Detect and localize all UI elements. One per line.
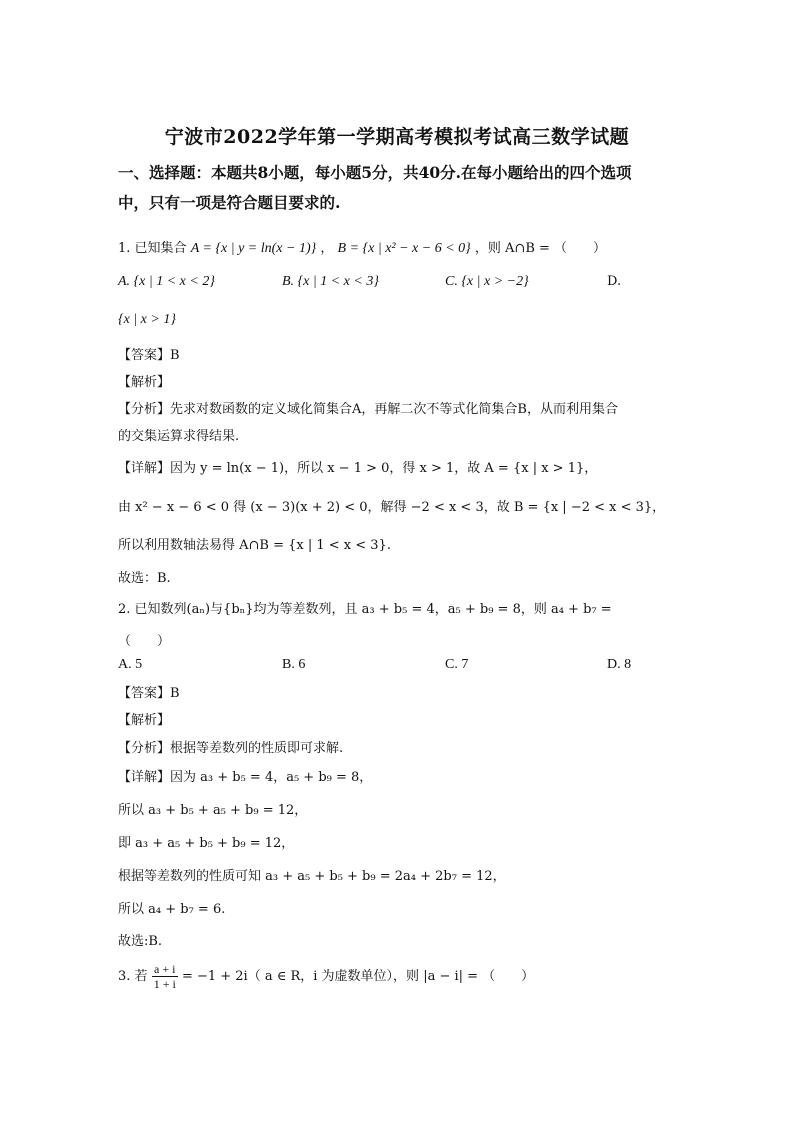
q2-analysis-heading: 【解析】 xyxy=(118,713,171,728)
q1-option-d: {x | x > 1} xyxy=(118,312,176,327)
section-header-line-1: 一、选择题：本题共8小题，每小题5分，共40分.在每小题给出的四个选项 xyxy=(118,163,632,182)
q1-analysis-heading: 【解析】 xyxy=(118,375,171,390)
q1-answer: 【答案】B xyxy=(118,348,180,363)
q2-option-c: C. 7 xyxy=(445,657,469,672)
q2-detail-line-2: 所以 a₃ + b₅ + a₅ + b₉ = 12， xyxy=(118,803,308,818)
q1-option-b: B. {x | 1 < x < 3} xyxy=(282,274,379,289)
q1-stem xyxy=(118,237,606,257)
q1-detail-line-2: 由 x² − x − 6 < 0 得 (x − 3)(x + 2) < 0，解得 −2 < x < 3，故 B = {x | −2 < x < 3}， xyxy=(118,500,666,515)
q2-conclusion: 故选:B. xyxy=(118,934,163,949)
q1-option-a: A. {x | 1 < x < 2} xyxy=(118,274,215,289)
q2-answer: 【答案】B xyxy=(118,686,180,701)
q2-detail-line-1: 【详解】因为 a₃ + b₅ = 4，a₅ + b₉ = 8， xyxy=(118,770,373,785)
q2-detail-line-5: 所以 a₄ + b₇ = 6. xyxy=(118,902,226,917)
q2-option-a: A. 5 xyxy=(118,657,143,672)
q1-set-a: A = {x | y = ln(x − 1)} xyxy=(190,241,317,256)
q1-option-d-label: D. xyxy=(607,274,622,289)
q2-fenxi: 【分析】根据等差数列的性质即可求解. xyxy=(118,741,344,756)
q1-stem-suffix: ，则 A∩B = （ ） xyxy=(474,241,607,256)
q1-separator: ， xyxy=(320,241,334,256)
q1-fenxi-line-1: 【分析】先求对数函数的定义域化简集合A，再解二次不等式化简集合B，从而利用集合 xyxy=(118,402,618,417)
q3-prefix: 3. 若 xyxy=(118,969,148,984)
q3-fraction-numerator: a + i xyxy=(152,962,178,977)
q2-detail-line-4: 根据等差数列的性质可知 a₃ + a₅ + b₅ + b₉ = 2a₄ + 2b₇ = 12， xyxy=(118,869,506,884)
q1-fenxi-line-2: 的交集运算求得结果. xyxy=(118,429,240,444)
q1-stem-prefix: 1. 已知集合 xyxy=(118,241,187,256)
q1-detail-line-1: 【详解】因为 y = ln(x − 1)，所以 x − 1 > 0，得 x > 1，故 A = {x | x > 1}， xyxy=(118,461,598,476)
q1-detail-line-3: 所以利用数轴法易得 A∩B = {x | 1 < x < 3}. xyxy=(118,538,391,553)
q3-stem xyxy=(118,962,534,991)
q1-option-c: C. {x | x > −2} xyxy=(445,274,529,289)
q2-stem-line-2: （ ） xyxy=(118,634,171,649)
q3-fraction xyxy=(152,962,178,991)
q2-option-d: D. 8 xyxy=(607,657,632,672)
q2-stem-line-1: 2. 已知数列(aₙ)与{bₙ}均为等差数列，且 a₃ + b₅ = 4，a₅ + b₉ = 8，则 a₄ + b₇ = xyxy=(118,602,612,617)
section-header-line-2: 中，只有一项是符合题目要求的. xyxy=(118,193,341,212)
q3-rest: = −1 + 2i（ a ∈ R，i 为虚数单位），则 |a − i| = （ ） xyxy=(181,969,535,984)
q3-fraction-denominator: 1 + i xyxy=(153,977,176,991)
page-title: 宁波市2022学年第一学期高考模拟考试高三数学试题 xyxy=(164,126,630,148)
q2-detail-line-3: 即 a₃ + a₅ + b₅ + b₉ = 12， xyxy=(118,836,295,851)
q2-option-b: B. 6 xyxy=(282,657,306,672)
q1-set-b: B = {x | x² − x − 6 < 0} xyxy=(337,241,471,256)
q1-conclusion: 故选：B. xyxy=(118,571,171,586)
